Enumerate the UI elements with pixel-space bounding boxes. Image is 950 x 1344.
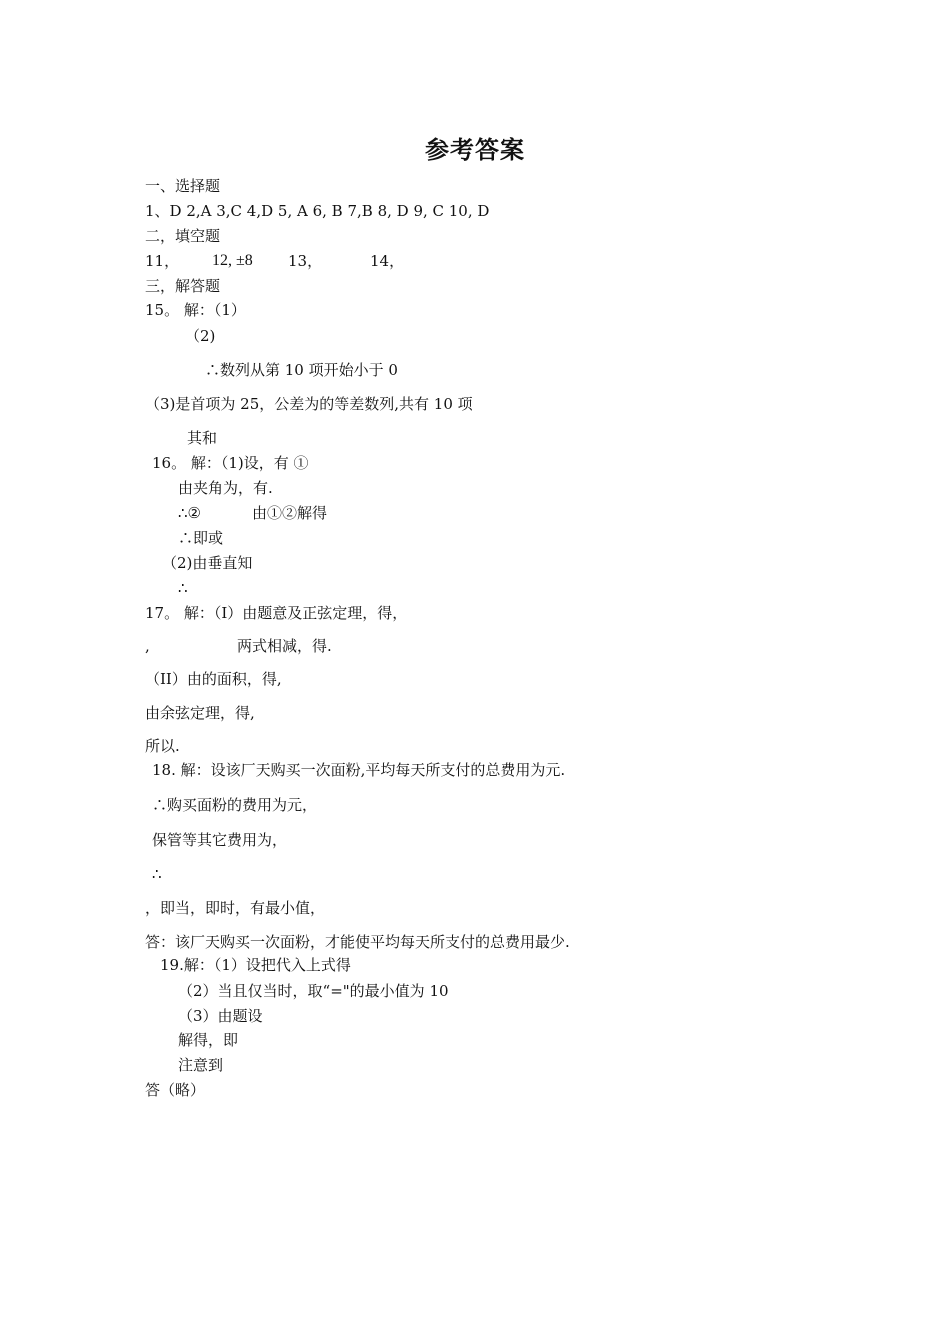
q15-part2: （2) <box>185 327 216 345</box>
q15-part1: 15。 解：（1） <box>145 301 246 319</box>
choice-answers: 1、D 2,A 3,C 4,D 5, A 6, B 7,B 8, D 9, C 10, D <box>145 202 490 220</box>
q16-part2: （2)由垂直知 <box>162 554 253 572</box>
q16-result: ∴即或 <box>178 529 224 547</box>
q17-comma: , <box>145 637 150 655</box>
q19-solve: 解得，即 <box>178 1031 239 1049</box>
q19-part2: （2）当且仅当时，取“="的最小值为 10 <box>178 982 449 1000</box>
q16-angle: 由夹角为，有. <box>178 479 273 497</box>
q17-part2: （II）由的面积，得, <box>145 670 282 688</box>
section-heading-solve: 三，解答题 <box>145 277 221 295</box>
q19-part1: 19.解：（1）设把代入上式得 <box>160 956 351 974</box>
q18-therefore: ∴ <box>152 865 162 883</box>
q18-setup: 18. 解：设该厂天购买一次面粉,平均每天所支付的总费用为元. <box>152 761 566 779</box>
fill-answer-12: 12, ±8 <box>212 252 253 269</box>
q16-solve: 由①②解得 <box>252 504 328 522</box>
section-heading-choice: 一、选择题 <box>145 177 221 195</box>
q16-eq2: ∴② <box>178 504 201 522</box>
fill-answer-13: 13， <box>288 252 323 270</box>
q18-answer: 答：该厂天购买一次面粉，才能使平均每天所支付的总费用最少. <box>145 933 570 951</box>
q15-conclusion: ∴数列从第 10 项开始小于 0 <box>205 361 398 379</box>
page-title: 参考答案 <box>425 136 525 164</box>
q19-note: 注意到 <box>178 1056 224 1074</box>
q17-part1: 17。 解：（I）由题意及正弦定理，得， <box>145 604 408 622</box>
q17-subtract: 两式相减，得. <box>237 637 332 655</box>
q15-sum: 其和 <box>187 429 218 447</box>
q17-cosine: 由余弦定理，得, <box>145 704 255 722</box>
q15-part3: （3)是首项为 25，公差为的等差数列,共有 10 项 <box>145 395 473 413</box>
q18-storage-cost: 保管等其它费用为， <box>152 831 288 849</box>
q16-therefore: ∴ <box>178 579 188 597</box>
section-heading-fill: 二，填空题 <box>145 227 221 245</box>
q19-answer: 答（略） <box>145 1081 206 1099</box>
fill-answer-11: 11， <box>145 252 180 270</box>
q18-minimum: ，即当，即时，有最小值， <box>145 899 326 917</box>
q18-flour-cost: ∴购买面粉的费用为元， <box>152 796 318 814</box>
q16-part1: 16。 解：（1)设，有 ① <box>152 454 309 472</box>
q19-part3: （3）由题设 <box>178 1007 263 1025</box>
fill-answer-14: 14， <box>370 252 405 270</box>
q17-conclusion: 所以. <box>145 737 180 755</box>
